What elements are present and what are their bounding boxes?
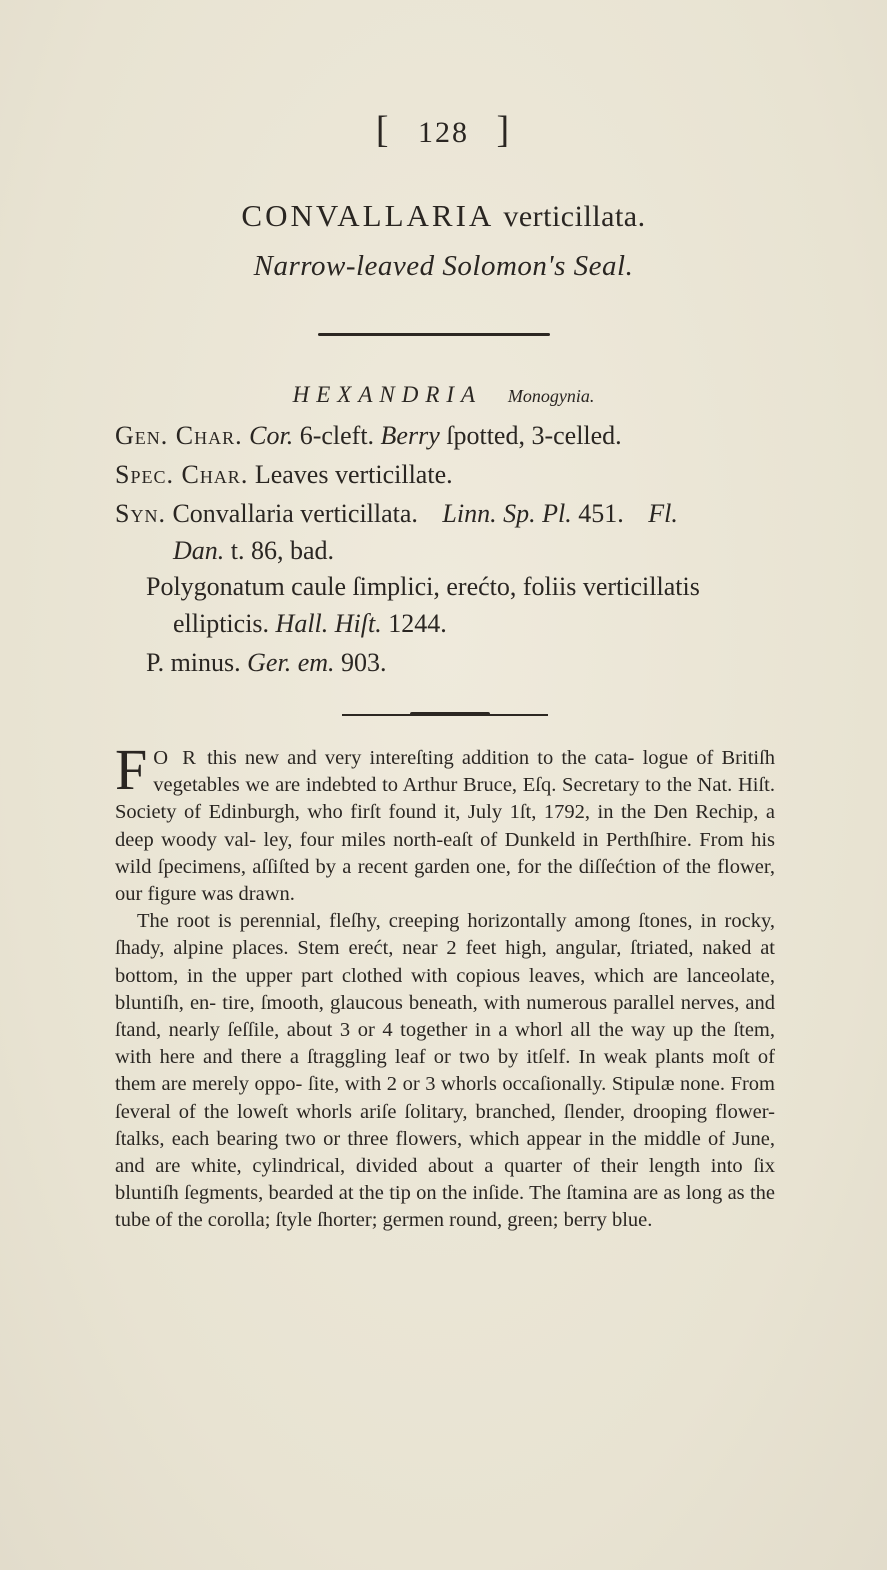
body-line: clothed with copious leaves, which are lanceolate, bluntiſh, en- bbox=[115, 964, 776, 1014]
synonym-number: 451. bbox=[578, 499, 624, 528]
page-number bbox=[0, 108, 887, 152]
species-epithet: verticillata. bbox=[503, 200, 646, 233]
synonymy-line-5 bbox=[146, 648, 387, 678]
paragraph-2 bbox=[115, 908, 775, 1234]
spec-char-text: Leaves verticillate. bbox=[254, 460, 453, 489]
genus-name: CONVALLARIA bbox=[241, 198, 493, 233]
synonym-reference: Dan. bbox=[173, 536, 225, 565]
class-name: HEXANDRIA bbox=[292, 382, 483, 407]
species-title bbox=[0, 198, 887, 234]
paragraph-1 bbox=[115, 737, 776, 908]
body-line: drooping flower-ſtalks, each bearing two or three flowers, which bbox=[115, 1100, 775, 1150]
gen-char-label: Gen. Char. bbox=[115, 421, 243, 450]
synonym-number: 903. bbox=[341, 648, 387, 677]
right-bracket: ] bbox=[496, 109, 512, 151]
generic-character bbox=[115, 421, 622, 451]
synonym-text: t. 86, bad. bbox=[230, 536, 335, 565]
body-line: logue of Britiſh vegetables we are indebted to Arthur Bruce, bbox=[153, 747, 776, 797]
body-line: tire, ſmooth, glaucous beneath, with numerous parallel nerves, bbox=[222, 991, 740, 1014]
synonym-reference: Fl. bbox=[648, 499, 678, 528]
synonymy-line-3 bbox=[146, 572, 700, 602]
body-line: about a quarter of their length into ſix bluntiſh ſegments, bearded bbox=[115, 1155, 776, 1205]
body-line: wild ſpecimens, aſſiſted by a recent garden one, for the diſſećtion bbox=[115, 855, 657, 878]
body-line: ley, four miles north-eaſt of Dunkeld in Perthſhire. From his bbox=[263, 828, 776, 851]
synonym-text: ellipticis. bbox=[173, 609, 270, 638]
synonym-reference: Hall. Hiſt. bbox=[275, 609, 382, 638]
synonymy-line-1 bbox=[115, 499, 678, 529]
synonym-text: Convallaria verticillata. bbox=[172, 499, 418, 528]
title-divider bbox=[318, 333, 550, 336]
body-line: the way up the ſtem, with here and there a ſtraggling leaf or bbox=[115, 1019, 775, 1069]
body-line: ſeveral of the loweſt whorls ariſe ſolitary, branched, ſlender, bbox=[115, 1100, 625, 1123]
description-text bbox=[115, 737, 776, 1235]
synonymy-line-4 bbox=[173, 609, 447, 639]
first-word-rest: O R bbox=[153, 747, 199, 769]
left-bracket: [ bbox=[375, 109, 391, 151]
synonym-reference: Ger. em. bbox=[247, 648, 335, 677]
synonym-text: Polygonatum caule ſimplici, erećto, foliis verticillatis bbox=[146, 572, 700, 601]
body-line: Eſq. Secretary to the Nat. Hiſt. Society of Edinburgh, who firſt bbox=[115, 774, 775, 824]
body-line: this new and very intereſting addition to the cata- bbox=[207, 747, 635, 769]
synonymy-line-2 bbox=[173, 536, 334, 566]
order-name: Monogynia. bbox=[507, 386, 595, 406]
syn-label: Syn. bbox=[115, 499, 166, 528]
body-line: ſite, with 2 or 3 whorls occaſionally. Stipulæ none. From bbox=[307, 1073, 775, 1096]
synonym-reference: Linn. Sp. Pl. bbox=[442, 499, 572, 528]
cor-text: 6-cleft. bbox=[299, 421, 375, 450]
common-name: Narrow-leaved Solomon's Seal. bbox=[253, 250, 634, 282]
drop-cap: F bbox=[115, 737, 148, 802]
berry-label: Berry bbox=[380, 421, 440, 450]
synonym-text: P. minus. bbox=[146, 648, 241, 677]
cor-label: Cor. bbox=[249, 421, 294, 450]
body-line: The root is perennial, fleſhy, creeping horizontally among bbox=[137, 910, 631, 933]
synonym-number: 1244. bbox=[388, 609, 447, 638]
body-line: two by itſelf. In weak plants moſt of them are merely oppo- bbox=[115, 1046, 775, 1096]
body-line: appear in the middle of June, and are white, cylindrical, divided bbox=[115, 1127, 776, 1178]
body-line: found it, July 1ſt, 1792, in the Den Rechip, a deep woody val- bbox=[115, 801, 776, 851]
page-number-value: 128 bbox=[418, 116, 469, 149]
specific-character bbox=[115, 460, 453, 490]
body-line: and ſtand, nearly ſeſſile, about 3 or 4 together in a whorl all bbox=[115, 991, 776, 1042]
body-line: high, angular, ſtriated, naked at bottom, in the upper part bbox=[115, 937, 775, 987]
body-line: the corolla; ſtyle ſhorter; germen round, green; berry blue. bbox=[177, 1209, 653, 1232]
spec-char-label: Spec. Char. bbox=[115, 460, 249, 489]
body-line: of the flower, our figure was drawn. bbox=[115, 855, 775, 906]
berry-text: ſpotted, 3-celled. bbox=[446, 421, 622, 450]
body-line: at the tip on the inſide. The ſtamina are as long as the tube of bbox=[115, 1182, 776, 1232]
body-line: ſtones, in rocky, ſhady, alpine places. Stem erećt, near 2 feet bbox=[115, 910, 775, 960]
section-divider-ornament bbox=[410, 712, 490, 716]
linnaean-classification bbox=[0, 382, 887, 408]
